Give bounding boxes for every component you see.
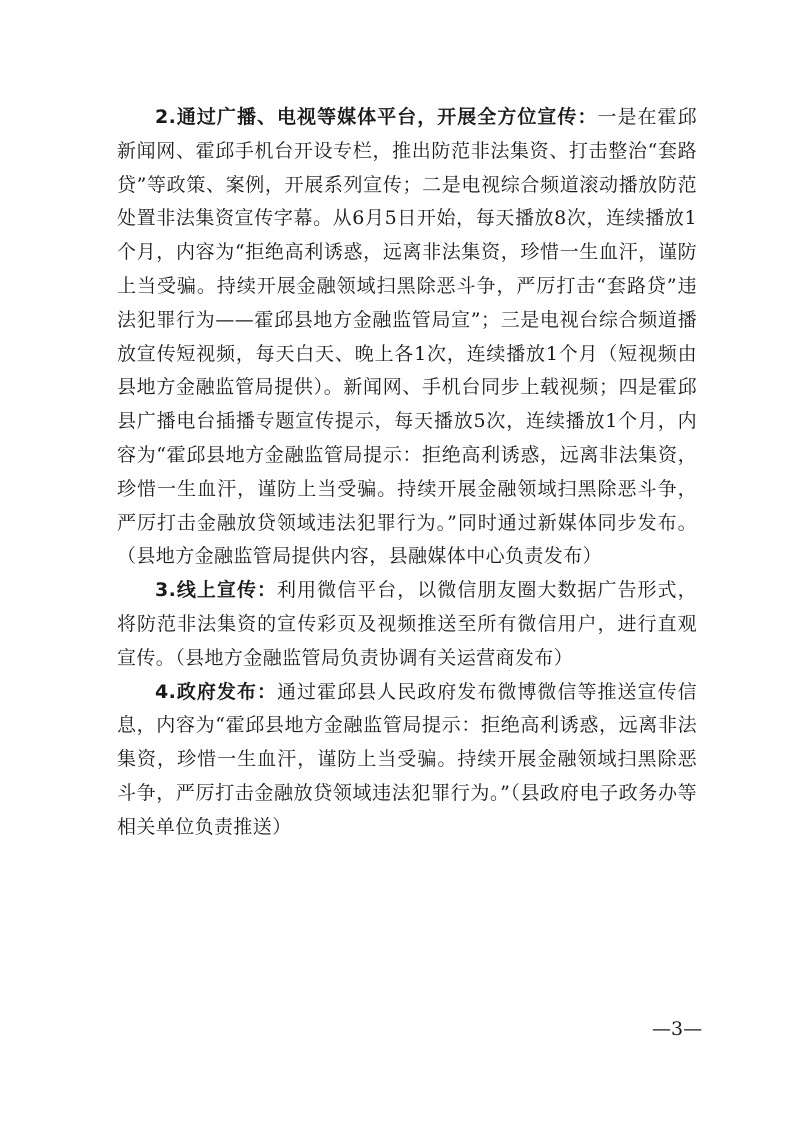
paragraph-government — [117, 676, 697, 845]
paragraph-text: 一是在霍邱新闻网、霍邱手机台开设专栏，推出防范非法集资、打击整治“套路贷”等政策、案例，开展系列宣传；二是电视综合频道滚动播放防范处置非法集资宣传字幕。从6月5日开始，每天播放8次，连续播放1个月，内容为“拒绝高利诱惑，远离非法集资，珍惜一生血汗，谨防上当受骗。持续开展金融领域扫黑除恶斗争，严厉打击“套路贷”违法犯罪行为——霍邱县地方金融监管局宣”；三是电视台综合频道播放宣传短视频，每天白天、晚上各1次，连续播放1个月（短视频由县地方金融监管局提供）。新闻网、手机台同步上载视频；四是霍邱县广播电台插播专题宣传提示，每天播放5次，连续播放1个月，内容为“霍邱县地方金融监管局提示：拒绝高利诱惑，远离非法集资，珍惜一生血汗，谨防上当受骗。持续开展金融领域扫黑除恶斗争，严厉打击金融放贷领域违法犯罪行为。”同时通过新媒体同步发布。（县地方金融监管局提供内容，县融媒体中心负责发布） — [117, 106, 697, 568]
paragraph-heading: 4.政府发布： — [155, 680, 278, 703]
paragraph-heading: 2.通过广播、电视等媒体平台，开展全方位宣传： — [155, 106, 598, 128]
paragraph-text: 利用微信平台，以微信朋友圈大数据广告形式，将防范非法集资的宣传彩页及视频推送至所有微信用户，进行直观宣传。（县地方金融监管局负责协调有关运营商发布） — [117, 579, 697, 669]
paragraph-broadcast-tv — [117, 101, 697, 574]
document-body — [117, 101, 697, 845]
paragraph-heading: 3.线上宣传： — [155, 579, 278, 602]
paragraph-text: 通过霍邱县人民政府发布微博微信等推送宣传信息，内容为“霍邱县地方金融监管局提示：拒绝高利诱惑，远离非法集资，珍惜一生血汗，谨防上当受骗。持续开展金融领域扫黑除恶斗争，严厉打击金融放贷领域违法犯罪行为。”（县政府电子政务办等相关单位负责推送） — [117, 680, 697, 838]
paragraph-online — [117, 574, 697, 675]
page-number: —3— — [652, 1018, 703, 1040]
